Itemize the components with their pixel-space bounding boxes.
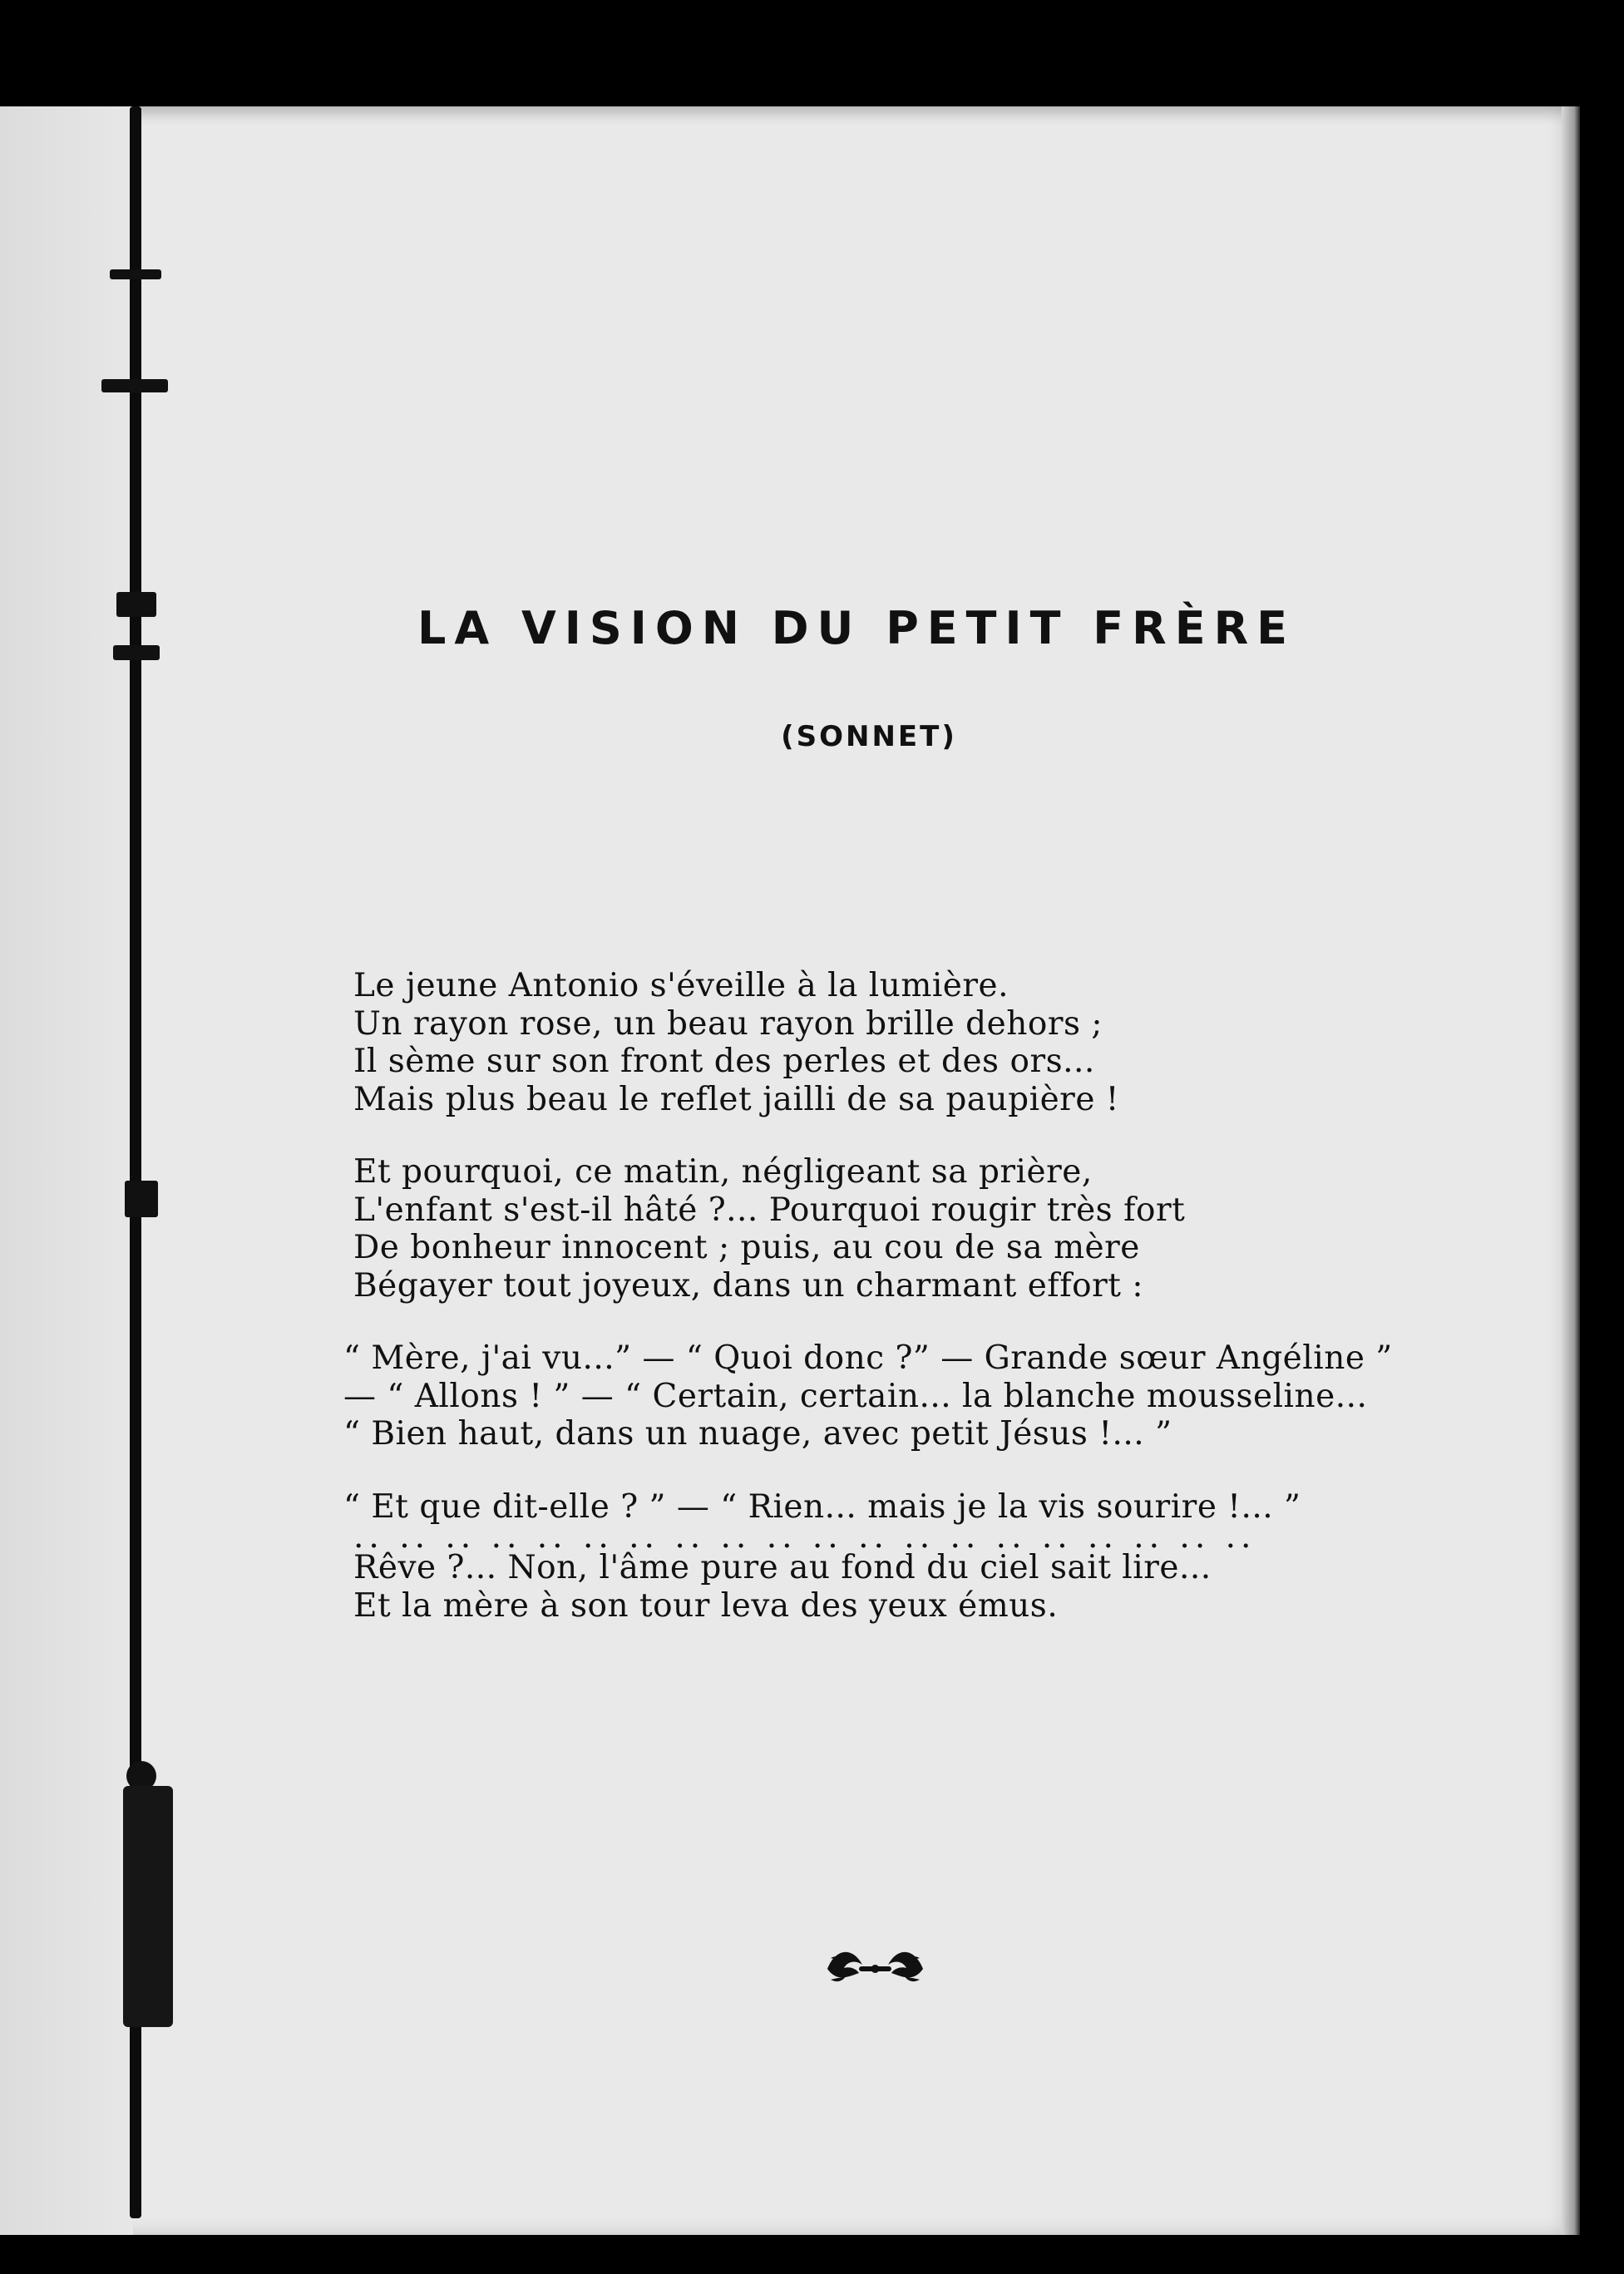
poem-body bbox=[343, 967, 1501, 1660]
verse-line: Bégayer tout joyeux, dans un charmant effort : bbox=[353, 1266, 1143, 1305]
poem-title: LA VISION DU PETIT FRÈRE bbox=[417, 602, 1296, 654]
verse-line: Un rayon rose, un beau rayon brille dehors ; bbox=[353, 1004, 1103, 1043]
stanza bbox=[343, 1339, 1501, 1453]
verse-line: “ Bien haut, dans un nuage, avec petit Jésus !... ” bbox=[343, 1415, 1172, 1453]
verse-line: Et pourquoi, ce matin, négligeant sa prière, bbox=[353, 1153, 1093, 1191]
stanza bbox=[353, 967, 1501, 1118]
binding-knot bbox=[101, 379, 168, 392]
verse-line: “ Et que dit-elle ? ” — “ Rien... mais je la vis sourire !... ” bbox=[343, 1487, 1301, 1526]
verse-line: L'enfant s'est-il hâté ?... Pourquoi rougir très fort bbox=[353, 1191, 1186, 1229]
page-gutter bbox=[0, 106, 133, 2235]
fleuron-icon bbox=[819, 1940, 931, 1998]
stanza bbox=[343, 1487, 1501, 1625]
stanza bbox=[353, 1153, 1501, 1305]
verse-line: Le jeune Antonio s'éveille à la lumière. bbox=[353, 967, 1009, 1004]
verse-line: De bonheur innocent ; puis, au cou de sa mère bbox=[353, 1229, 1140, 1266]
verse-line: — “ Allons ! ” — “ Certain, certain... la blanche mousseline... bbox=[343, 1377, 1368, 1415]
book-page bbox=[0, 106, 1580, 2235]
verse-line: Et la mère à son tour leva des yeux émus. bbox=[353, 1586, 1059, 1625]
binding-knot bbox=[110, 269, 161, 279]
binding-knot bbox=[125, 1181, 158, 1217]
verse-line: Il sème sur son front des perles et des ors... bbox=[353, 1043, 1095, 1080]
verse-line: Mais plus beau le reflet jailli de sa paupière ! bbox=[353, 1080, 1119, 1118]
dotted-separator: .. .. .. .. .. .. .. .. .. .. .. .. .. .. .. .. .. .. .. .. bbox=[353, 1518, 1256, 1556]
poem-subtitle: (SONNET) bbox=[781, 720, 957, 753]
verse-line: “ Mère, j'ai vu...” — “ Quoi donc ?” — Grande sœur Angéline ” bbox=[343, 1339, 1393, 1377]
binding-band bbox=[123, 1786, 173, 2027]
page-edge bbox=[1562, 106, 1580, 2235]
verse-line: Rêve ?... Non, l'âme pure au fond du ciel sait lire... bbox=[353, 1549, 1212, 1586]
